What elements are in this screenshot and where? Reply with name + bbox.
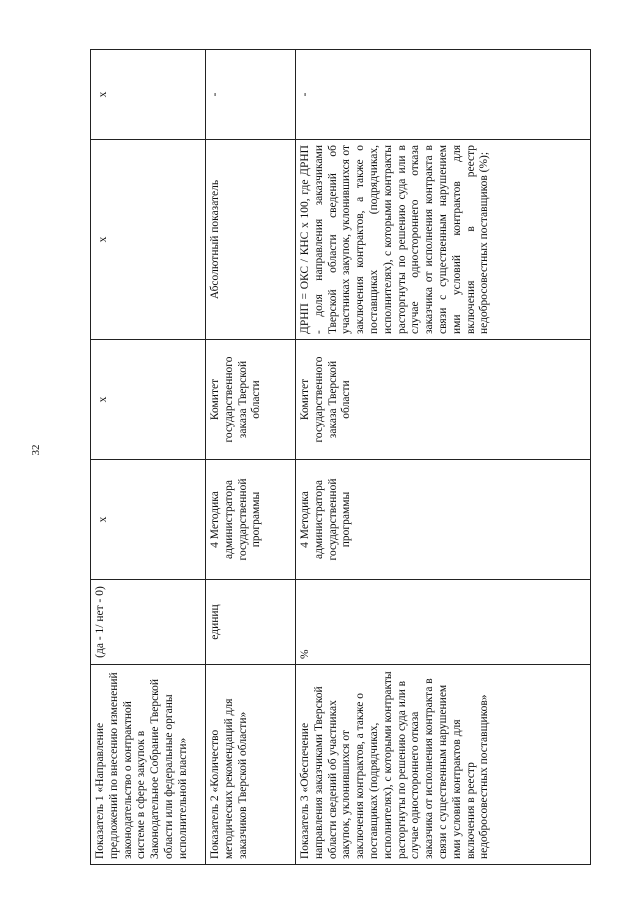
table-container [90,50,590,865]
responsible-cell: х [91,340,206,460]
method-cell: х [91,460,206,580]
extra-cell: х [91,50,206,140]
formula-cell: Абсолютный показатель [206,140,296,340]
table-row [206,50,296,865]
indicator-cell: Показатель 2 «Количество методических рекомендаций для заказчиков Тверской области» [206,665,296,865]
responsible-cell: Комитет государственного заказа Тверской области [206,340,296,460]
extra-cell: - [296,50,591,140]
page-number: 32 [30,444,42,456]
unit-cell: (да - 1/ нет - 0) [91,580,206,665]
indicator-cell: Показатель 1 «Направление предложений по внесению изменений законодательство о контрактной системе в сфере закупок в Законодательное Собрание Тверской области или федеральные органы исполнительной власти» [91,665,206,865]
table-row [296,50,591,865]
extra-cell: - [206,50,296,140]
responsible-cell: Комитет государственного заказа Тверской области [296,340,591,460]
indicator-cell: Показатель 3 «Обеспечение направления заказчиками Тверской области сведений об участниках закупок, уклонившихся от заключения контрактов, а также о поставщиках (подрядчиках, исполнителях), с которыми контракты расторгнуты по решению суда или в случае одностороннего отказа заказчика от исполнения контракта в связи с существенным нарушением ими условий контрактов для включения в реестр недобросовестных поставщиков» [296,665,591,865]
formula-cell: ДРНП = ОКС / КНС х 100, где ДРНП - доля направления заказчиками Тверской области сведений об участниках закупок, уклонившихся от заключения контрактов, а также о поставщиках (подрядчиках, исполнителях), с которыми контракты расторгнуты по решению суда или в случае одностороннего отказа заказчика от исполнения контракта в связи с существенным нарушением ими условий контрактов для включения в реестр недобросовестных поставщиков (%); [296,140,591,340]
formula-cell: х [91,140,206,340]
method-cell: 4 Методика администратора государственной программы [296,460,591,580]
unit-cell: % [296,580,591,665]
method-cell: 4 Методика администратора государственной программы [206,460,296,580]
indicators-table [90,49,591,865]
unit-cell: единиц [206,580,296,665]
table-row [91,50,206,865]
